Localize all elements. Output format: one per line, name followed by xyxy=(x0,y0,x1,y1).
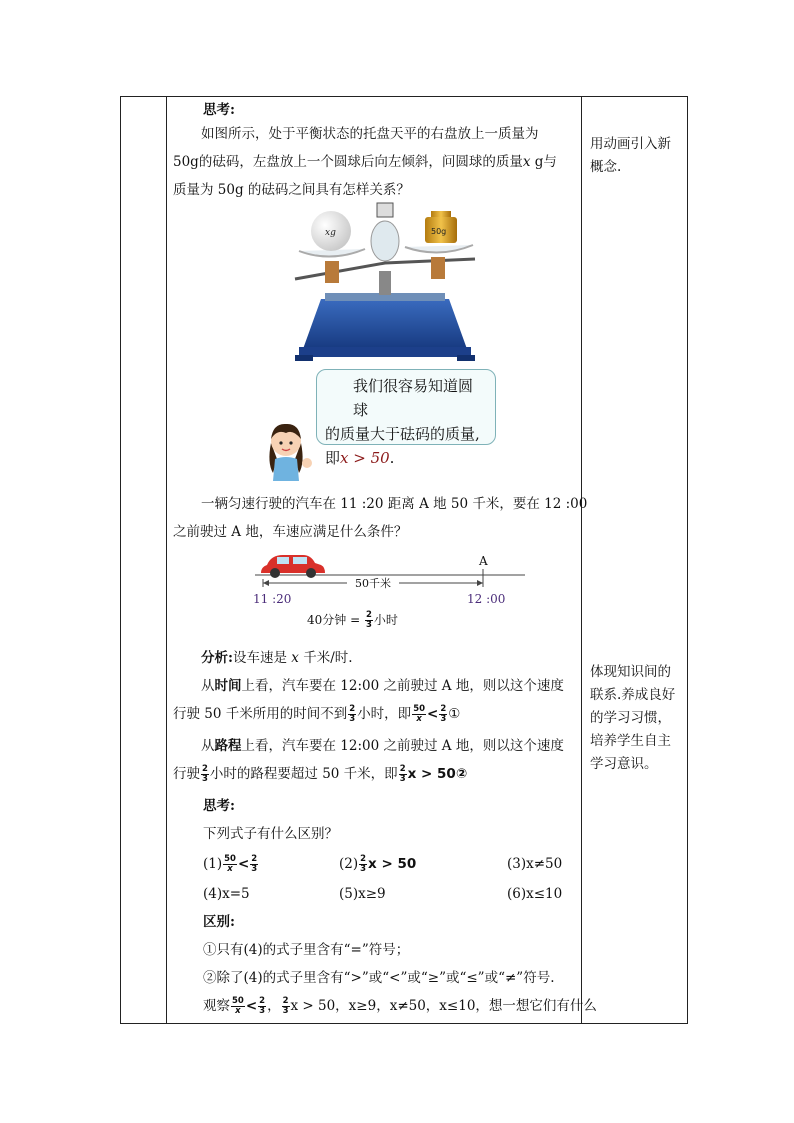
paragraph-line: 如图所示，处于平衡状态的托盘天平的右盘放上一质量为 xyxy=(201,126,539,142)
balance-scale-image xyxy=(285,201,485,363)
think-heading-2: 思考: xyxy=(203,798,235,814)
content-column xyxy=(167,97,597,1023)
bubble-line: 我们很容易知道圆球 xyxy=(353,377,474,419)
paragraph-line: 质量为 50g 的砝码之间具有怎样关系？ xyxy=(173,182,410,198)
speech-bubble xyxy=(316,369,496,467)
question-line: 下列式子有什么区别？ xyxy=(203,826,338,842)
time-analysis-line: 从时间上看，汽车要在 12:00 之前驶过 A 地，则以这个速度 xyxy=(201,678,564,694)
expression-4: (4)x=5 xyxy=(203,886,250,902)
paragraph-line: 之前驶过 A 地，车速应满足什么条件？ xyxy=(173,524,408,540)
distance-label: 50千米 xyxy=(355,577,391,590)
distance-analysis-line-2: 行驶 $\frac{2}{3}$ 小时的路程要超过 50 千米，即 $\frac{2}{3}$ x > 50② xyxy=(173,764,468,784)
duration-fraction: $\frac{2}{3}$ xyxy=(365,610,372,630)
distance-analysis-line: 从路程上看，汽车要在 12:00 之前驶过 A 地，则以这个速度 xyxy=(201,738,564,754)
difference-1: ①只有(4)的式子里含有“=”符号； xyxy=(203,942,410,958)
student-girl-image xyxy=(263,419,319,481)
expression-6: (6)x≤10 xyxy=(507,886,563,902)
difference-heading: 区别: xyxy=(203,914,235,930)
think-heading: 思考: xyxy=(203,102,235,118)
teaching-note-1: 用动画引入新概念. xyxy=(590,136,671,175)
weight-label: 50g xyxy=(431,227,447,236)
column-divider-2 xyxy=(581,97,582,1023)
expression-3: (3)x≠50 xyxy=(507,856,563,872)
start-time-label: 11 :20 xyxy=(253,592,292,606)
bubble-line: 即x > 50. xyxy=(325,449,395,467)
end-time-label: 12 :00 xyxy=(467,592,506,606)
analysis-line: 分析:设车速是 x 千米/时. xyxy=(201,650,353,666)
expression-2: (2) $\frac{2}{3}$ x > 50 xyxy=(339,854,417,874)
difference-2: ②除了(4)的式子里含有“>”或“<”或“≥”或“≤”或“≠”符号. xyxy=(203,970,555,986)
paragraph-line: 50g的砝码，左盘放上一个圆球后向左倾斜，问圆球的质量x g与 xyxy=(173,154,557,170)
time-analysis-line-2: 行驶 50 千米所用的时间不到 $\frac{2}{3}$ 小时，即 $\frac{50}{x}$ < $\frac{2}{3}$ ① xyxy=(173,704,461,724)
ball-label: xg xyxy=(325,228,336,238)
observe-line: 观察 $\frac{50}{x}$ < $\frac{2}{3}$ ， $\frac{2}{3}$ x > 50，x≥9，x≠50，x≤10，想一想它们有什么 xyxy=(203,996,597,1016)
expression-1: (1) $\frac{50}{x}$ < $\frac{2}{3}$ xyxy=(203,854,258,874)
lesson-table xyxy=(120,96,688,1024)
expression-5: (5)x≥9 xyxy=(339,886,386,902)
point-a-label: A xyxy=(479,554,488,568)
paragraph-line: 一辆匀速行驶的汽车在 11 :20 距离 A 地 50 千米，要在 12 :00 xyxy=(201,496,588,512)
bubble-line: 的质量大于砝码的质量, xyxy=(325,425,480,443)
teaching-note-2: 体现知识间的联系.养成良好的学习习惯，培养学生自主学习意识。 xyxy=(590,664,676,772)
duration-caption: 40分钟 = $\frac{2}{3}$ 小时 xyxy=(307,610,398,630)
